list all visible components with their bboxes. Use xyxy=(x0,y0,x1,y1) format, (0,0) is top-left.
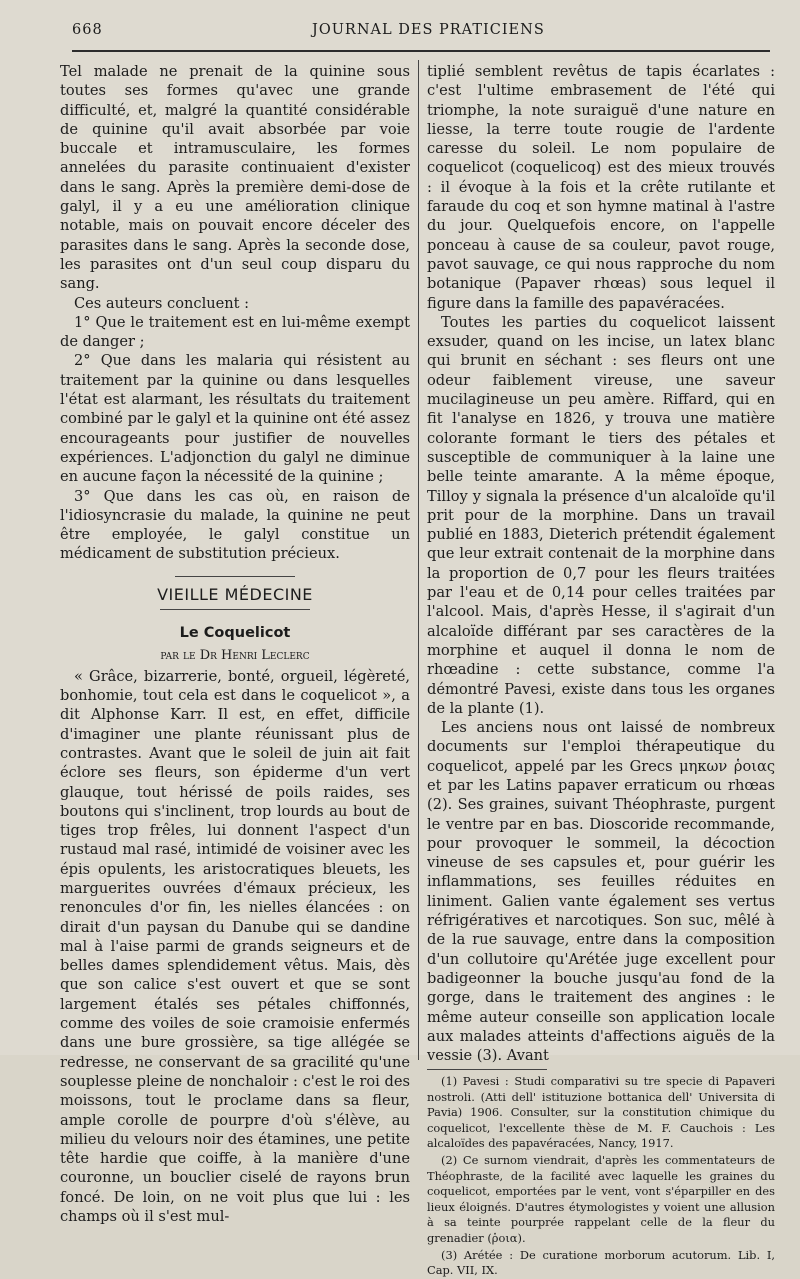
header-rule xyxy=(72,50,770,52)
paragraph: Les anciens nous ont laissé de nombreux documents sur l'emploi thérapeutique du coquelicot, appelé par les Grecs μηκων ῥοιας et par les Latins papaver erraticum ou rhœas (2). Ses graines, suivant Théophraste, purgent le ventre par en bas. Dioscoride recommande, pour provoquer le sommeil, la décoction vineuse de ses capsules et, pour guérir les inflammations, ses feuilles réduites en liniment. Galien vante également ses vertus réfrigératives et narcotiques. Son suc, mêlé à de la rue sauvage, entre dans la composition d'un collutoire qu'Arétée juge excellent pour badigeonner la bouche jusqu'au fond de la gorge, dans le traitement des angines : le même auteur conseille son application locale aux malades atteints d'affections aiguës de la vessie (3). Avant xyxy=(427,719,775,1065)
paragraph: 1° Que le traitement est en lui-même exempt de danger ; xyxy=(60,313,410,351)
paragraph: 3° Que dans les cas où, en raison de l'idiosyncrasie du malade, la quinine ne peut être employée, le galyl constitue un médicament de substitution précieux. xyxy=(60,487,410,563)
footnote: (1) Pavesi : Studi comparativi su tre specie di Papaveri nostroli. (Atti dell' istituzione bottanica dell' Universita di Pavia) 1906. Consulter, sur la constitution chimique du coquelicot, l'excellente thèse de M. F. Cauchois : Les alcaloïdes des papavéracées, Nancy, 1917. xyxy=(427,1074,775,1151)
section-heading: VIEILLE MÉDECINE xyxy=(157,584,313,604)
column-divider xyxy=(418,60,419,1060)
section-separator xyxy=(175,576,295,577)
paragraph: Tel malade ne prenait de la quinine sous toutes ses formes qu'avec une grande difficulté, et, malgré la quantité considérable de quinine qu'il avait absorbée par voie buccale et intramusculaire, les formes annelées du parasite continuaient d'exister dans le sang. Après la première demi-dose de galyl, il y a eu une amélioration clinique notable, mais on pouvait encore déceler des parasites dans le sang. Après la seconde dose, les parasites ont d'un seul coup disparu du sang. xyxy=(60,63,410,293)
footnote: (2) Ce surnom viendrait, d'après les commentateurs de Théophraste, de la facilité avec laquelle les graines du coquelicot, emportées par le vent, vont s'éparpiller en des lieux éloignés. D'autres étymologistes y voient une allusion à sa teinte pourprée rappelant celle de la fleur du grenadier (ῥοια). xyxy=(427,1153,775,1245)
journal-title: JOURNAL DES PRATICIENS xyxy=(312,22,545,38)
paragraph: Ces auteurs concluent : xyxy=(74,294,250,312)
paragraph: « Grâce, bizarrerie, bonté, orgueil, légèreté, bonhomie, tout cela est dans le coquelicot », a dit Alphonse Karr. Il est, en effet, difficile d'imaginer une plante réunissant plus de contrastes. Avant que le soleil de juin ait fait éclore ses fleurs, son épiderme d'un vert glauque, tout hérissé de poils raides, ses boutons qui s'inclinent, trop lourds au bout de tiges trop frêles, lui donnent l'aspect d'un rustaud mal rasé, intimidé de voisiner avec les épis opulents, les aristocratiques bleuets, les marguerites ouvrées d'émaux précieux, les renoncules d'or fin, les nielles élancées : on dirait d'un paysan du Danube qui se dandine mal à l'aise parmi de grands seigneurs et de belles dames splendidement vêtus. Mais, dès que son calice s'est ouvert et que se sont largement étalés ses pétales chiffonnés, comme des voiles de soie cramoisie enfermés dans une bure grossière, sa tige allégée se redresse, ne conservant de sa gracilité qu'une souplesse pleine de nonchaloir : c'est le roi des moissons, tout le proclame dans sa fleur, ample corolle de pourpre d'où s'élève, au milieu du velours noir des étamines, une petite tête hardie que coiffe, à la manière d'une couronne, un bouclier ciselé de rayons brun foncé. De loin, on ne voit plus que lui : les champs où il s'est mul- xyxy=(60,667,410,1226)
footnote: (3) Arétée : De curatione morborum acutorum. Lib. I, Cap. VII, IX. xyxy=(427,1247,775,1278)
article-title: Le Coquelicot xyxy=(179,624,291,641)
paragraph: tiplié semblent revêtus de tapis écarlates : c'est l'ultime embrasement de l'été qui triomphe, la note suraiguë d'une nature en liesse, la terre toute rougie de l'ardente caresse du soleil. Le nom populaire de coquelicot (coquelicoq) est des mieux trouvés : il évoque à la fois et la crête rutilante et faraude du coq et son hymne matinal à l'astre du jour. Quelquefois encore, on l'appelle ponceau à cause de sa couleur, pavot rouge, pavot sauvage, ce qui nous rapproche du nom botanique (Papaver rhœas) sous lequel il figure dans la famille des papavéracées. xyxy=(427,63,775,312)
footnote-separator xyxy=(427,1069,547,1070)
article-byline: par le Dr Henri Leclerc xyxy=(160,647,310,663)
page-number: 668 xyxy=(72,22,103,38)
section-underline xyxy=(160,609,310,610)
running-header xyxy=(72,22,768,46)
right-column xyxy=(427,62,775,1279)
left-column xyxy=(60,62,410,1226)
footnotes xyxy=(427,1074,775,1278)
paragraph: Toutes les parties du coquelicot laissent exsuder, quand on les incise, un latex blanc qui brunit en séchant : ses fleurs ont une odeur faiblement vireuse, une saveur mucilagineuse un peu amère. Riffard, qui en fit l'analyse en 1826, y trouva une matière colorante formant le tiers des pétales et susceptible de communiquer à la laine une belle teinte amarante. A la même époque, Tilloy y signala la présence d'un alcaloïde qu'il prit pour de la morphine. Dans un travail publié en 1883, Dieterich prétendit également que leur extrait contenait de la morphine dans la proportion de 0,7 pour les fleurs traitées par l'eau et de 0,14 pour celles traitées par l'alcool. Mais, d'après Hesse, il s'agirait d'un alcaloïde différant par ses caractères de la morphine et auquel il donna le nom de rhœadine : cette substance, comme l'a démontré Pavesi, existe dans tous les organes de la plante (1). xyxy=(427,313,775,717)
paragraph: 2° Que dans les malaria qui résistent au traitement par la quinine ou dans lesquelles l'état est alarmant, les résultats du traitement combiné par le galyl et la quinine ont été assez encourageants pour justifier de nouvelles expériences. L'adjonction du galyl ne diminue en aucune façon la nécessité de la quinine ; xyxy=(60,352,410,486)
